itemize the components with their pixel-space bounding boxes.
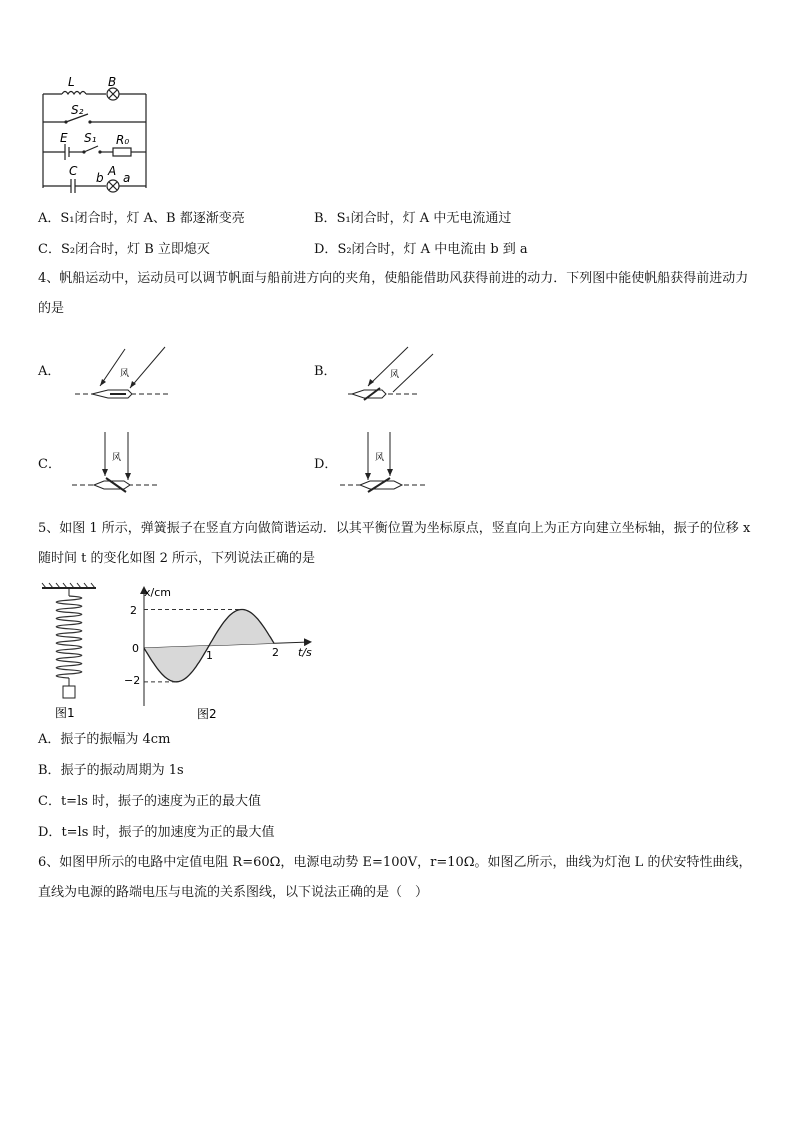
fig2-caption: 图2 bbox=[197, 707, 217, 721]
label-E: E bbox=[60, 131, 68, 145]
label-b: b bbox=[96, 171, 104, 185]
circuit-diagram bbox=[38, 74, 153, 194]
wind-label-a: 风 bbox=[120, 369, 130, 379]
q5-option-b[interactable]: B．振子的振动周期为 1s bbox=[38, 763, 184, 778]
wind-label-b: 风 bbox=[390, 370, 400, 380]
sail-diagram-c bbox=[70, 430, 170, 496]
q5-option-c[interactable]: C．t=ls 时，振子的速度为正的最大值 bbox=[38, 794, 262, 809]
q4-option-d[interactable]: D． bbox=[314, 457, 338, 472]
fig1-caption: 图1 bbox=[55, 706, 75, 720]
x-tick-1: 1 bbox=[206, 649, 213, 662]
wind-label-c: 风 bbox=[112, 453, 122, 463]
q4-option-b[interactable]: B． bbox=[314, 364, 337, 379]
y-tick-2: 2 bbox=[130, 604, 137, 617]
wind-label-d: 风 bbox=[375, 453, 385, 463]
sail-diagram-d bbox=[338, 430, 438, 496]
q3-option-c[interactable]: C．S₂闭合时，灯 B 立即熄灭 bbox=[38, 242, 210, 257]
label-S1: S₁ bbox=[84, 131, 97, 145]
label-C: C bbox=[69, 164, 78, 178]
x-tick-2: 2 bbox=[272, 646, 279, 659]
label-A: A bbox=[108, 164, 117, 178]
spring-oscillator-figure bbox=[38, 582, 100, 722]
q5-stem: 5、如图 1 所示，弹簧振子在竖直方向做简谐运动．以其平衡位置为坐标原点，竖直向上为正方向建立坐标轴，振子的位移 x 随时间 t 的变化如图 2 所示，下列说法正确的是 bbox=[38, 521, 751, 566]
label-S2: S₂ bbox=[71, 103, 84, 117]
q5-option-d[interactable]: D．t=ls 时，振子的加速度为正的最大值 bbox=[38, 825, 275, 840]
q4-option-c[interactable]: C． bbox=[38, 457, 61, 472]
y-tick-minus2: −2 bbox=[124, 674, 141, 687]
xt-graph bbox=[122, 582, 322, 722]
label-B: B bbox=[108, 75, 117, 89]
label-a: a bbox=[123, 171, 131, 185]
label-L: L bbox=[68, 75, 75, 89]
label-R0: R₀ bbox=[116, 133, 130, 147]
q4-stem: 4、帆船运动中，运动员可以调节帆面与船前进方向的夹角，使船能借助风获得前进的动力．下列图中能使帆船获得前进动力的是 bbox=[38, 271, 749, 316]
q3-option-d[interactable]: D．S₂闭合时，灯 A 中电流由 b 到 a bbox=[314, 242, 528, 257]
q4-option-a[interactable]: A． bbox=[38, 364, 61, 379]
q6-stem: 6、如图甲所示的电路中定值电阻 R=60Ω，电源电动势 E=100V，r=10Ω。如图乙所示，曲线为灯泡 L 的伏安特性曲线，直线为电源的路端电压与电流的关系图线，以下说法正确的是（ ） bbox=[38, 855, 752, 900]
q3-option-a[interactable]: A．S₁闭合时，灯 A、B 都逐渐变亮 bbox=[38, 211, 245, 226]
q3-option-b[interactable]: B．S₁闭合时，灯 A 中无电流通过 bbox=[314, 211, 512, 226]
sail-diagram-a bbox=[70, 344, 180, 404]
x-axis-label: t/s bbox=[298, 646, 312, 659]
sail-diagram-b bbox=[338, 344, 448, 404]
q5-option-a[interactable]: A．振子的振幅为 4cm bbox=[38, 732, 171, 747]
y-tick-0: 0 bbox=[132, 642, 139, 655]
y-axis-label: x/cm bbox=[144, 586, 171, 599]
